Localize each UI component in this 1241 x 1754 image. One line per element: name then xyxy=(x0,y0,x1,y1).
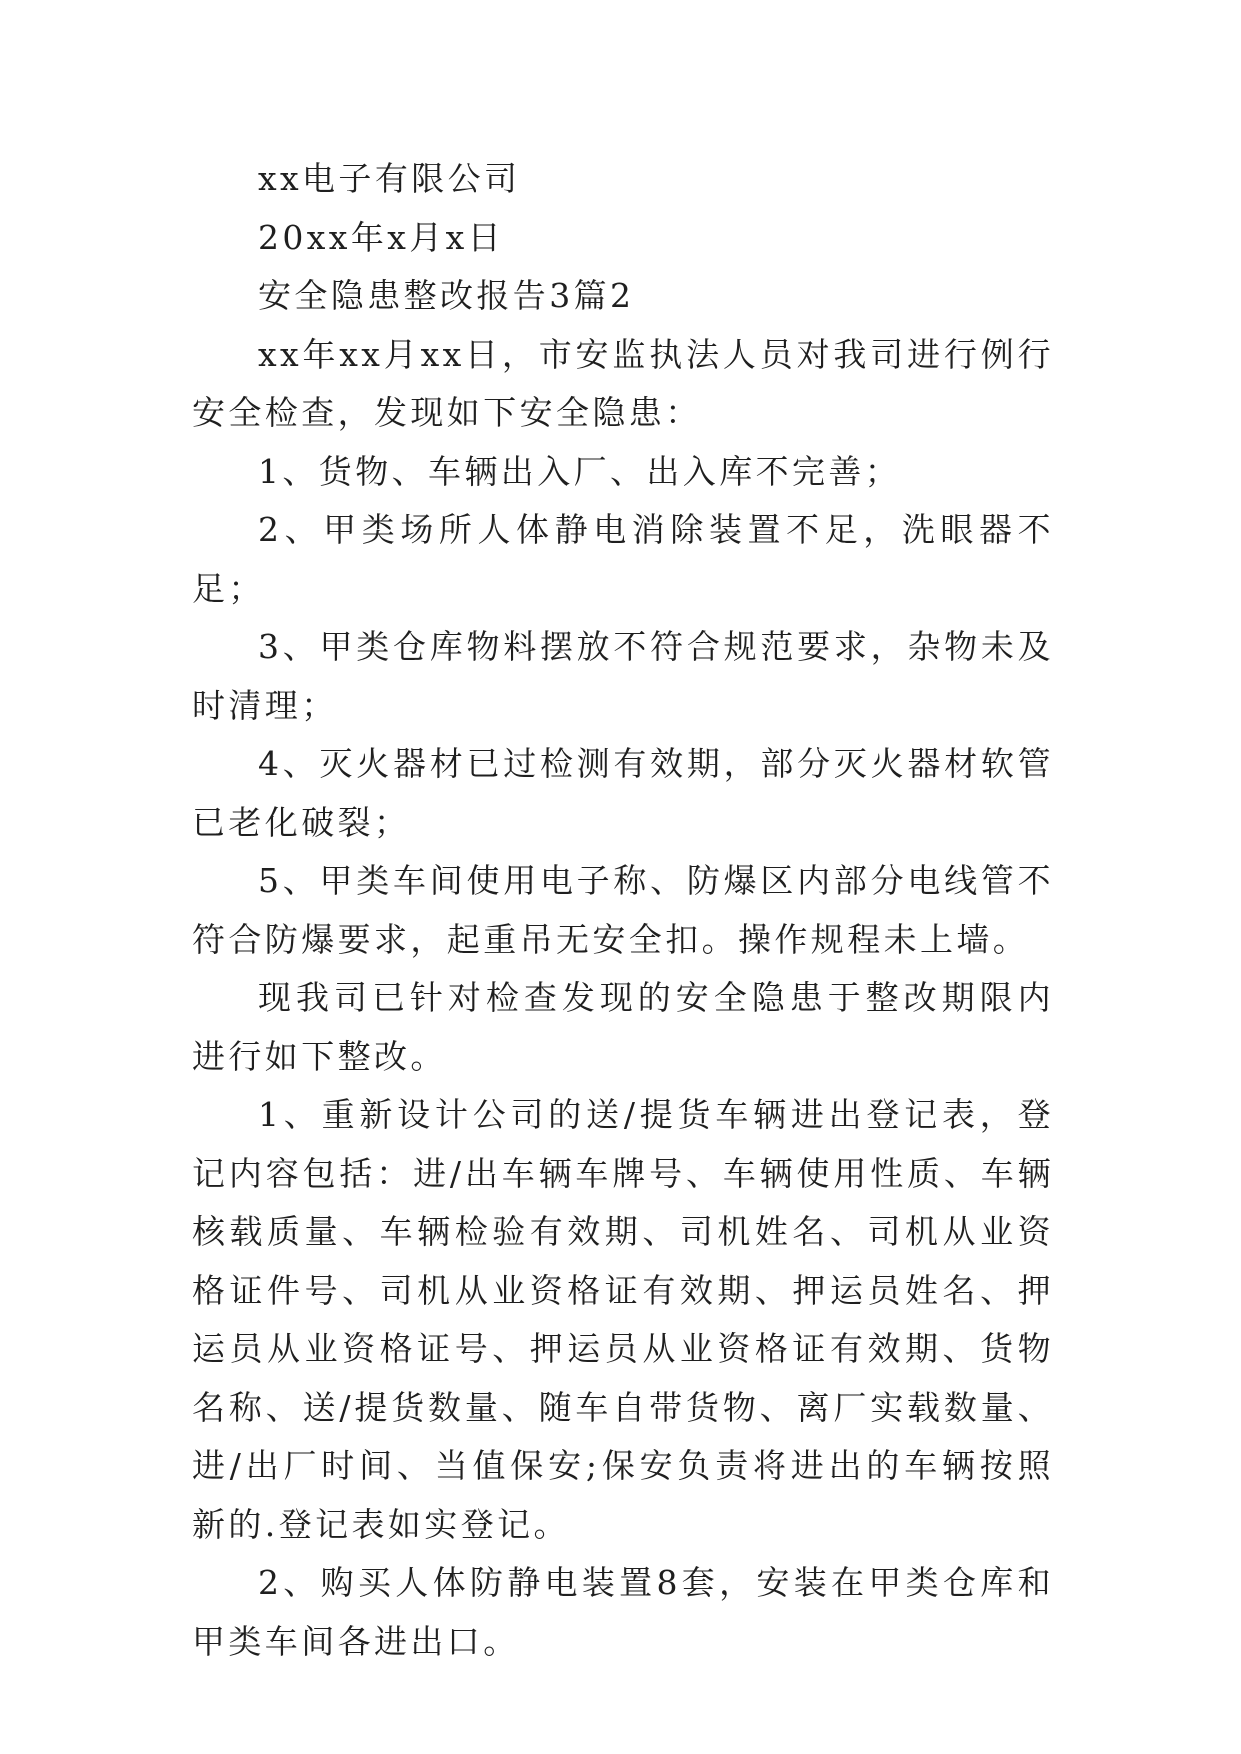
document-body xyxy=(192,150,1054,1671)
report-date: 20xx年x月x日 xyxy=(258,217,505,257)
hazard-item-1: 1、货物、车辆出入厂、出入库不完善； xyxy=(258,451,902,491)
company-name: xx电子有限公司 xyxy=(258,159,521,198)
paragraph-inspection: xx年xx月xx日，市安监执法人员对我司进行例行安全检查，发现如下安全隐患： xyxy=(192,334,1054,432)
section-title: 安全隐患整改报告3篇2 xyxy=(258,276,635,315)
rectification-item-2: 2、购买人体防静电装置8套，安装在甲类仓库和甲类车间各进出口。 xyxy=(192,1563,1054,1661)
rectification-item-1: 1、重新设计公司的送/提货车辆进出登记表，登记内容包括：进/出车辆车牌号、车辆使用性质、车辆核载质量、车辆检验有效期、司机姓名、司机从业资格证件号、司机从业资格证有效期、押运员姓名、押运员从业资格证号、押运员从业资格证有效期、货物名称、送/提货数量、随车自带货物、离厂实载数量、进/出厂时间、当值保安;保安负责将进出的车辆按照新的.登记表如实登记。 xyxy=(192,1095,1054,1544)
hazard-item-4: 4、灭火器材已过检测有效期，部分灭火器材软管已老化破裂； xyxy=(192,744,1054,842)
paragraph-rectification-intro: 现我司已针对检查发现的安全隐患于整改期限内进行如下整改。 xyxy=(192,978,1054,1076)
hazard-item-3: 3、甲类仓库物料摆放不符合规范要求，杂物未及时清理； xyxy=(192,627,1054,725)
hazard-item-5: 5、甲类车间使用电子称、防爆区内部分电线管不符合防爆要求，起重吊无安全扣。操作规程未上墙。 xyxy=(192,861,1054,959)
hazard-item-2: 2、甲类场所人体静电消除装置不足，洗眼器不足； xyxy=(192,510,1054,608)
